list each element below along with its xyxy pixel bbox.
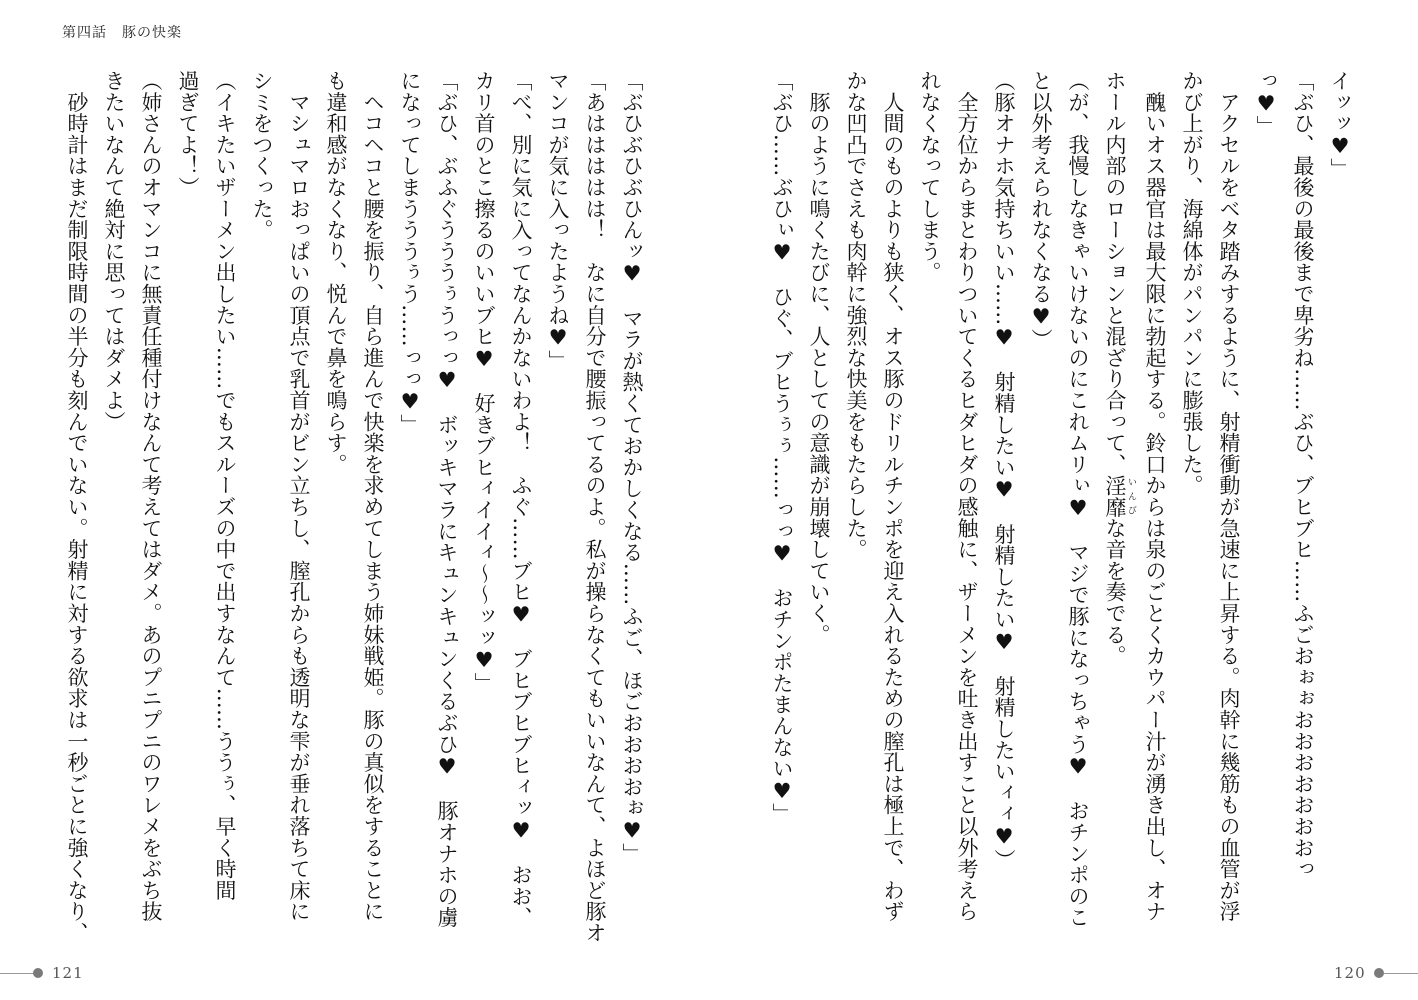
text-column — [911, 70, 948, 950]
text-column — [58, 70, 95, 950]
right-page-number: 120 — [1334, 964, 1366, 982]
text-column — [948, 70, 985, 950]
text-segment: と以外考えられなくなる♥） — [1029, 70, 1053, 350]
ruby-reading: いんび — [1126, 474, 1136, 518]
text-column — [428, 70, 465, 950]
text-column — [1096, 70, 1136, 950]
text-segment: ホール内部のローションと混ざり合って、 — [1103, 70, 1127, 475]
ruby-base: 淫靡 — [1103, 474, 1127, 518]
text-segment: 人間のものよりも狭く、オス豚のドリルチンポを迎え入れるための膣孔は極上で、わず — [881, 70, 905, 922]
text-segment: ヘコヘコと腰を振り、自ら進んで快楽を求めてしまう姉妹戦姫。豚の真似をすることに — [361, 70, 385, 922]
text-column — [317, 70, 354, 950]
left-folio-dot — [33, 968, 43, 978]
text-column — [502, 70, 539, 950]
text-segment: アクセルをベタ踏みするように、射精衝動が急速に上昇する。肉幹に幾筋もの血管が浮 — [1217, 70, 1241, 922]
right-folio-dot — [1374, 968, 1384, 978]
text-column — [837, 70, 874, 950]
text-segment: れなくなってしまう。 — [918, 70, 942, 283]
text-column — [243, 70, 280, 950]
text-column — [354, 70, 391, 950]
text-column — [874, 70, 911, 950]
text-segment: （が、我慢しなきゃいけないのにこれムリぃ♥ マジで豚になっちゃう♥ おチンポのこ — [1066, 70, 1090, 928]
text-column — [1022, 70, 1059, 950]
text-column — [613, 70, 650, 950]
text-segment: かな凹凸でさえも肉幹に強烈な快美をもたらした。 — [844, 70, 868, 560]
text-column — [763, 70, 800, 950]
text-column — [1173, 70, 1210, 950]
right-page-body — [766, 70, 1358, 950]
text-segment: カリ首のとこ擦るのいいブヒ♥ 好きブヒィイイィ～～ッッ♥」 — [472, 70, 496, 694]
text-segment: 「べ、別に気に入ってなんかないわよ！ ふぐ……ブヒ♥ ブヒブヒブヒィッ♥ おお、 — [509, 70, 533, 928]
text-segment: 「ぶひ、最後の最後まで卑劣ね……ぶひ、ブヒブヒ……ふごおぉぉおおおおおおおっ — [1291, 70, 1315, 880]
text-segment: になってしまうううぅう……っっ♥」 — [398, 70, 422, 436]
text-column — [800, 70, 837, 950]
running-head-chapter-title: 第四話 豚の快楽 — [62, 25, 182, 41]
text-column — [169, 70, 206, 950]
text-segment: イッッ♥」 — [1328, 70, 1352, 180]
left-page-number: 121 — [52, 964, 84, 982]
text-segment: 「あははははは！ なに自分で腰振ってるのよ。私が操らなくてもいいなんて、よほど豚オ — [583, 70, 607, 944]
text-column — [280, 70, 317, 950]
text-segment: （姉さんのオマンコに無責任種付けなんて考えてはダメ。あのプニプニのワレメをぶち抜 — [139, 70, 163, 922]
text-column — [1210, 70, 1247, 950]
left-page-body — [58, 70, 650, 950]
text-column — [1247, 70, 1284, 950]
text-column — [1321, 70, 1358, 950]
text-column — [985, 70, 1022, 950]
text-segment: シミをつくった。 — [250, 70, 274, 241]
text-segment: 全方位からまとわりついてくるヒダヒダの感触に、ザーメンを吐き出すこと以外考えら — [955, 70, 979, 922]
text-column — [95, 70, 132, 950]
text-segment: な音を奏でる。 — [1103, 517, 1127, 667]
text-segment: 砂時計はまだ制限時間の半分も刻んでいない。射精に対する欲求は一秒ごとに強くなり、 — [65, 70, 89, 944]
text-segment: 「ぶひ……ぶひぃ♥ ひぐ、ブヒうぅぅ……っっ♥ おチンポたまんない♥」 — [770, 70, 794, 825]
text-segment: 醜いオス器官は最大限に勃起する。鈴口からは泉のごとくカウパー汁が湧き出し、オナ — [1143, 70, 1167, 922]
text-segment: 豚のように鳴くたびに、人としての意識が崩壊していく。 — [807, 70, 831, 646]
text-segment: っ♥」 — [1254, 70, 1278, 137]
text-column — [1059, 70, 1096, 950]
text-segment: マンコが気に入ったようね♥」 — [546, 70, 570, 372]
text-column — [132, 70, 169, 950]
text-column — [391, 70, 428, 950]
text-segment: （豚オナホ気持ちいい……♥ 射精したい♥ 射精したい♥ 射精したいィィ♥） — [992, 70, 1016, 871]
text-segment: も違和感がなくなり、悦んで鼻を鳴らす。 — [324, 70, 348, 475]
text-column — [206, 70, 243, 950]
text-column — [1136, 70, 1173, 950]
text-segment: かび上がり、海綿体がパンパンに膨張した。 — [1180, 70, 1204, 496]
right-folio-rule — [1384, 973, 1418, 974]
text-segment: 「ぶひ、ぶふぐうううぅうっっ♥ ボッキマラにキュンキュンくるぶひ♥ 豚オナホの虜 — [435, 70, 459, 928]
text-segment: きたいなんて絶対に思ってはダメよ） — [102, 70, 126, 433]
text-column — [576, 70, 613, 950]
ruby-word — [1103, 474, 1136, 518]
text-segment: 「ぶひぶひぶひんッ♥ マラが熱くておかしくなる……ふご、ほごおおおおぉ♥」 — [620, 70, 644, 865]
left-folio-rule — [0, 973, 34, 974]
text-column — [465, 70, 502, 950]
text-segment: 過ぎてよ！） — [176, 70, 200, 198]
text-segment: マシュマロおっぱいの頂点で乳首がビン立ちし、膣孔からも透明な雫が垂れ落ちて床に — [287, 70, 311, 922]
text-column — [1284, 70, 1321, 950]
text-segment: （イキたいザーメン出したい……でもスルーズの中で出すなんて……ううぅ、早く時間 — [213, 70, 237, 901]
text-column — [539, 70, 576, 950]
